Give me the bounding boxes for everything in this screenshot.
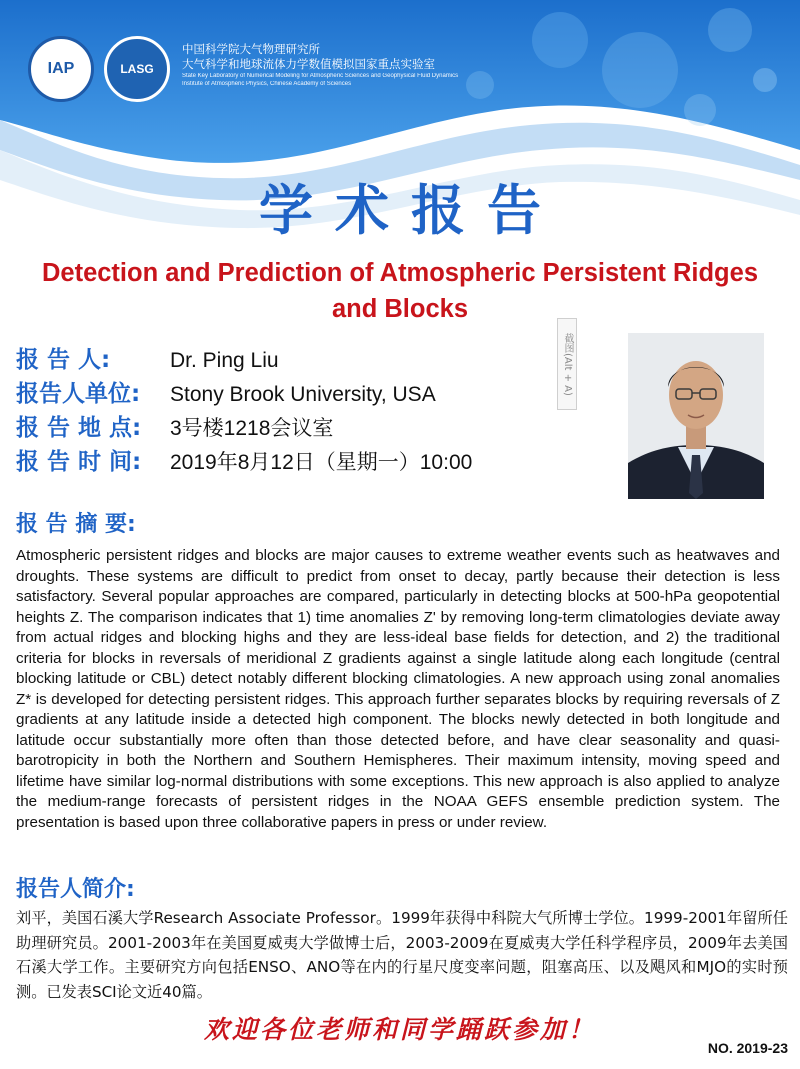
lasg-logo: LASG	[104, 36, 170, 102]
talk-title: Detection and Prediction of Atmospheric Persistent Ridges and Blocks	[41, 259, 759, 323]
time-value: 2019年8月12日（星期一）10:00	[170, 451, 473, 474]
lab-name-cn: 大气科学和地球流体力学数值模拟国家重点实验室	[182, 57, 435, 71]
welcome-banner: 欢迎各位老师和同学踊跃参加！	[203, 1015, 596, 1044]
bio-text: 刘平，美国石溪大学Research Associate Professor。1999年获得中科院大气所博士学位。1999-2001年留所任助理研究员。2001-2003年在美国夏威夷大学做博士后，2003-2009在夏威夷大学任科学程序员，2009年去美国石溪大学工作。主要研究方向包括ENSO、ANO等在内的行星尺度变率问题，阻塞高压、以及飓风和MJO的实时预测。已发表SCI论文近40篇。	[16, 909, 788, 1001]
institution-name-cn: 中国科学院大气物理研究所	[182, 42, 320, 56]
logo-group	[28, 36, 170, 102]
speaker-label: 报 告 人:	[16, 347, 111, 373]
abstract-text: Atmospheric persistent ridges and blocks are major causes to extreme weather events such as heatwaves and droughts. These systems are difficult to predict from onset to decay, partly because their detection is less satisfactory. Several popular approaches are compared, particularly in detecting blocks at 500-hPa geopotential heights Z. The comparison indicates that 1) time anomalies Z' by removing long-term climatologies deviate away from actual ridges and blocking highs and they are less-ideal base fields for detection, and 2) the traditional criteria for blocks in reversals of meridional Z gradients against a single latitude along each longitude (central blocking latitude or CBL) detect notably different blocking climatologies. A new approach using zonal anomalies Z* is developed for detecting persistent ridges. This approach further separates blocks by requiring reversals of Z gradients at any latitude inside a detected high component. The blocks newly detected in both longitude and latitude occur substantially more often than those detected before, and have clear seasonality and quasi-barotropicity in both the Northern and Southern Hemispheres. Their maximum intensity, moving speed and lifetime have similar log-normal distributions with some exceptions. This new approach is also applied to analyze the medium-range forecasts of persistent ridges in the NOAA GEFS ensemble prediction system. The presentation is based upon three collaborative papers in press or under review.	[16, 547, 780, 831]
main-title: 学术报告	[259, 178, 563, 242]
location-label: 报 告 地 点:	[16, 415, 142, 441]
affiliation-value: Stony Brook University, USA	[170, 383, 436, 406]
lab-name-en: State Key Laboratory of Numerical Modeling for Atmospheric Sciences and Geophysical Fluid Dynamics	[182, 73, 459, 79]
location-row	[16, 409, 472, 443]
talk-info	[16, 341, 472, 477]
institution-name-en: Institute of Atmospheric Physics, Chinese Academy of Sciences	[182, 81, 352, 87]
speaker-photo	[628, 333, 764, 499]
institution-block	[182, 42, 458, 88]
time-label: 报 告 时 间:	[16, 449, 142, 475]
serial-number: NO. 2019-23	[707, 1040, 788, 1056]
bio-heading: 报告人简介:	[16, 877, 135, 902]
speaker-value: Dr. Ping Liu	[170, 349, 279, 372]
iap-logo: IAP	[28, 36, 94, 102]
abstract-heading: 报 告 摘 要:	[16, 512, 136, 537]
screenshot-tooltip-tab[interactable]: 截图(Alt + A)	[557, 318, 577, 410]
time-row	[16, 443, 472, 477]
speaker-row	[16, 341, 472, 375]
location-value: 3号楼1218会议室	[170, 417, 334, 440]
affiliation-label: 报告人单位:	[16, 381, 141, 407]
affiliation-row	[16, 375, 472, 409]
